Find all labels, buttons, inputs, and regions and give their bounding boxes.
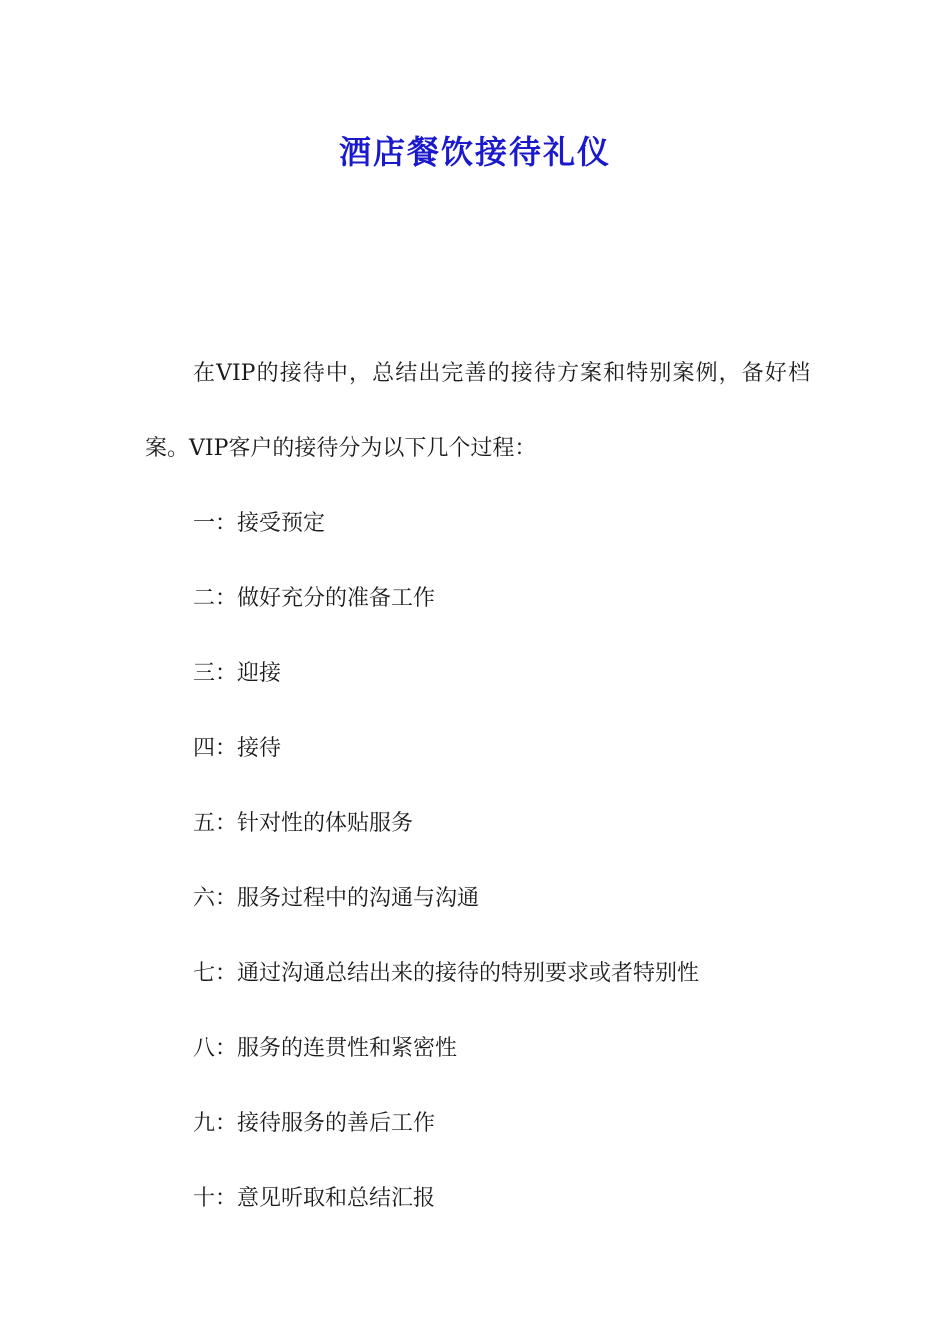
step-item: 四：接待 <box>193 736 282 761</box>
process-steps-list <box>145 486 810 1236</box>
step-item: 三：迎接 <box>193 661 282 686</box>
step-item: 一：接受预定 <box>193 511 326 536</box>
page-title: 酒店餐饮接待礼仪 <box>338 133 611 171</box>
step-item: 五：针对性的体贴服务 <box>193 811 414 836</box>
step-item: 七：通过沟通总结出来的接待的特别要求或者特别性 <box>193 961 700 986</box>
step-item: 二：做好充分的准备工作 <box>193 586 436 611</box>
step-item: 十：意见听取和总结汇报 <box>193 1186 436 1211</box>
document-body <box>145 336 810 1236</box>
step-item: 六：服务过程中的沟通与沟通 <box>193 886 480 911</box>
step-item: 八：服务的连贯性和紧密性 <box>193 1036 458 1061</box>
step-item: 九：接待服务的善后工作 <box>193 1111 436 1136</box>
intro-paragraph: 在VIP的接待中，总结出完善的接待方案和特别案例，备好档案。VIP客户的接待分为以下几个过程： <box>145 361 810 461</box>
